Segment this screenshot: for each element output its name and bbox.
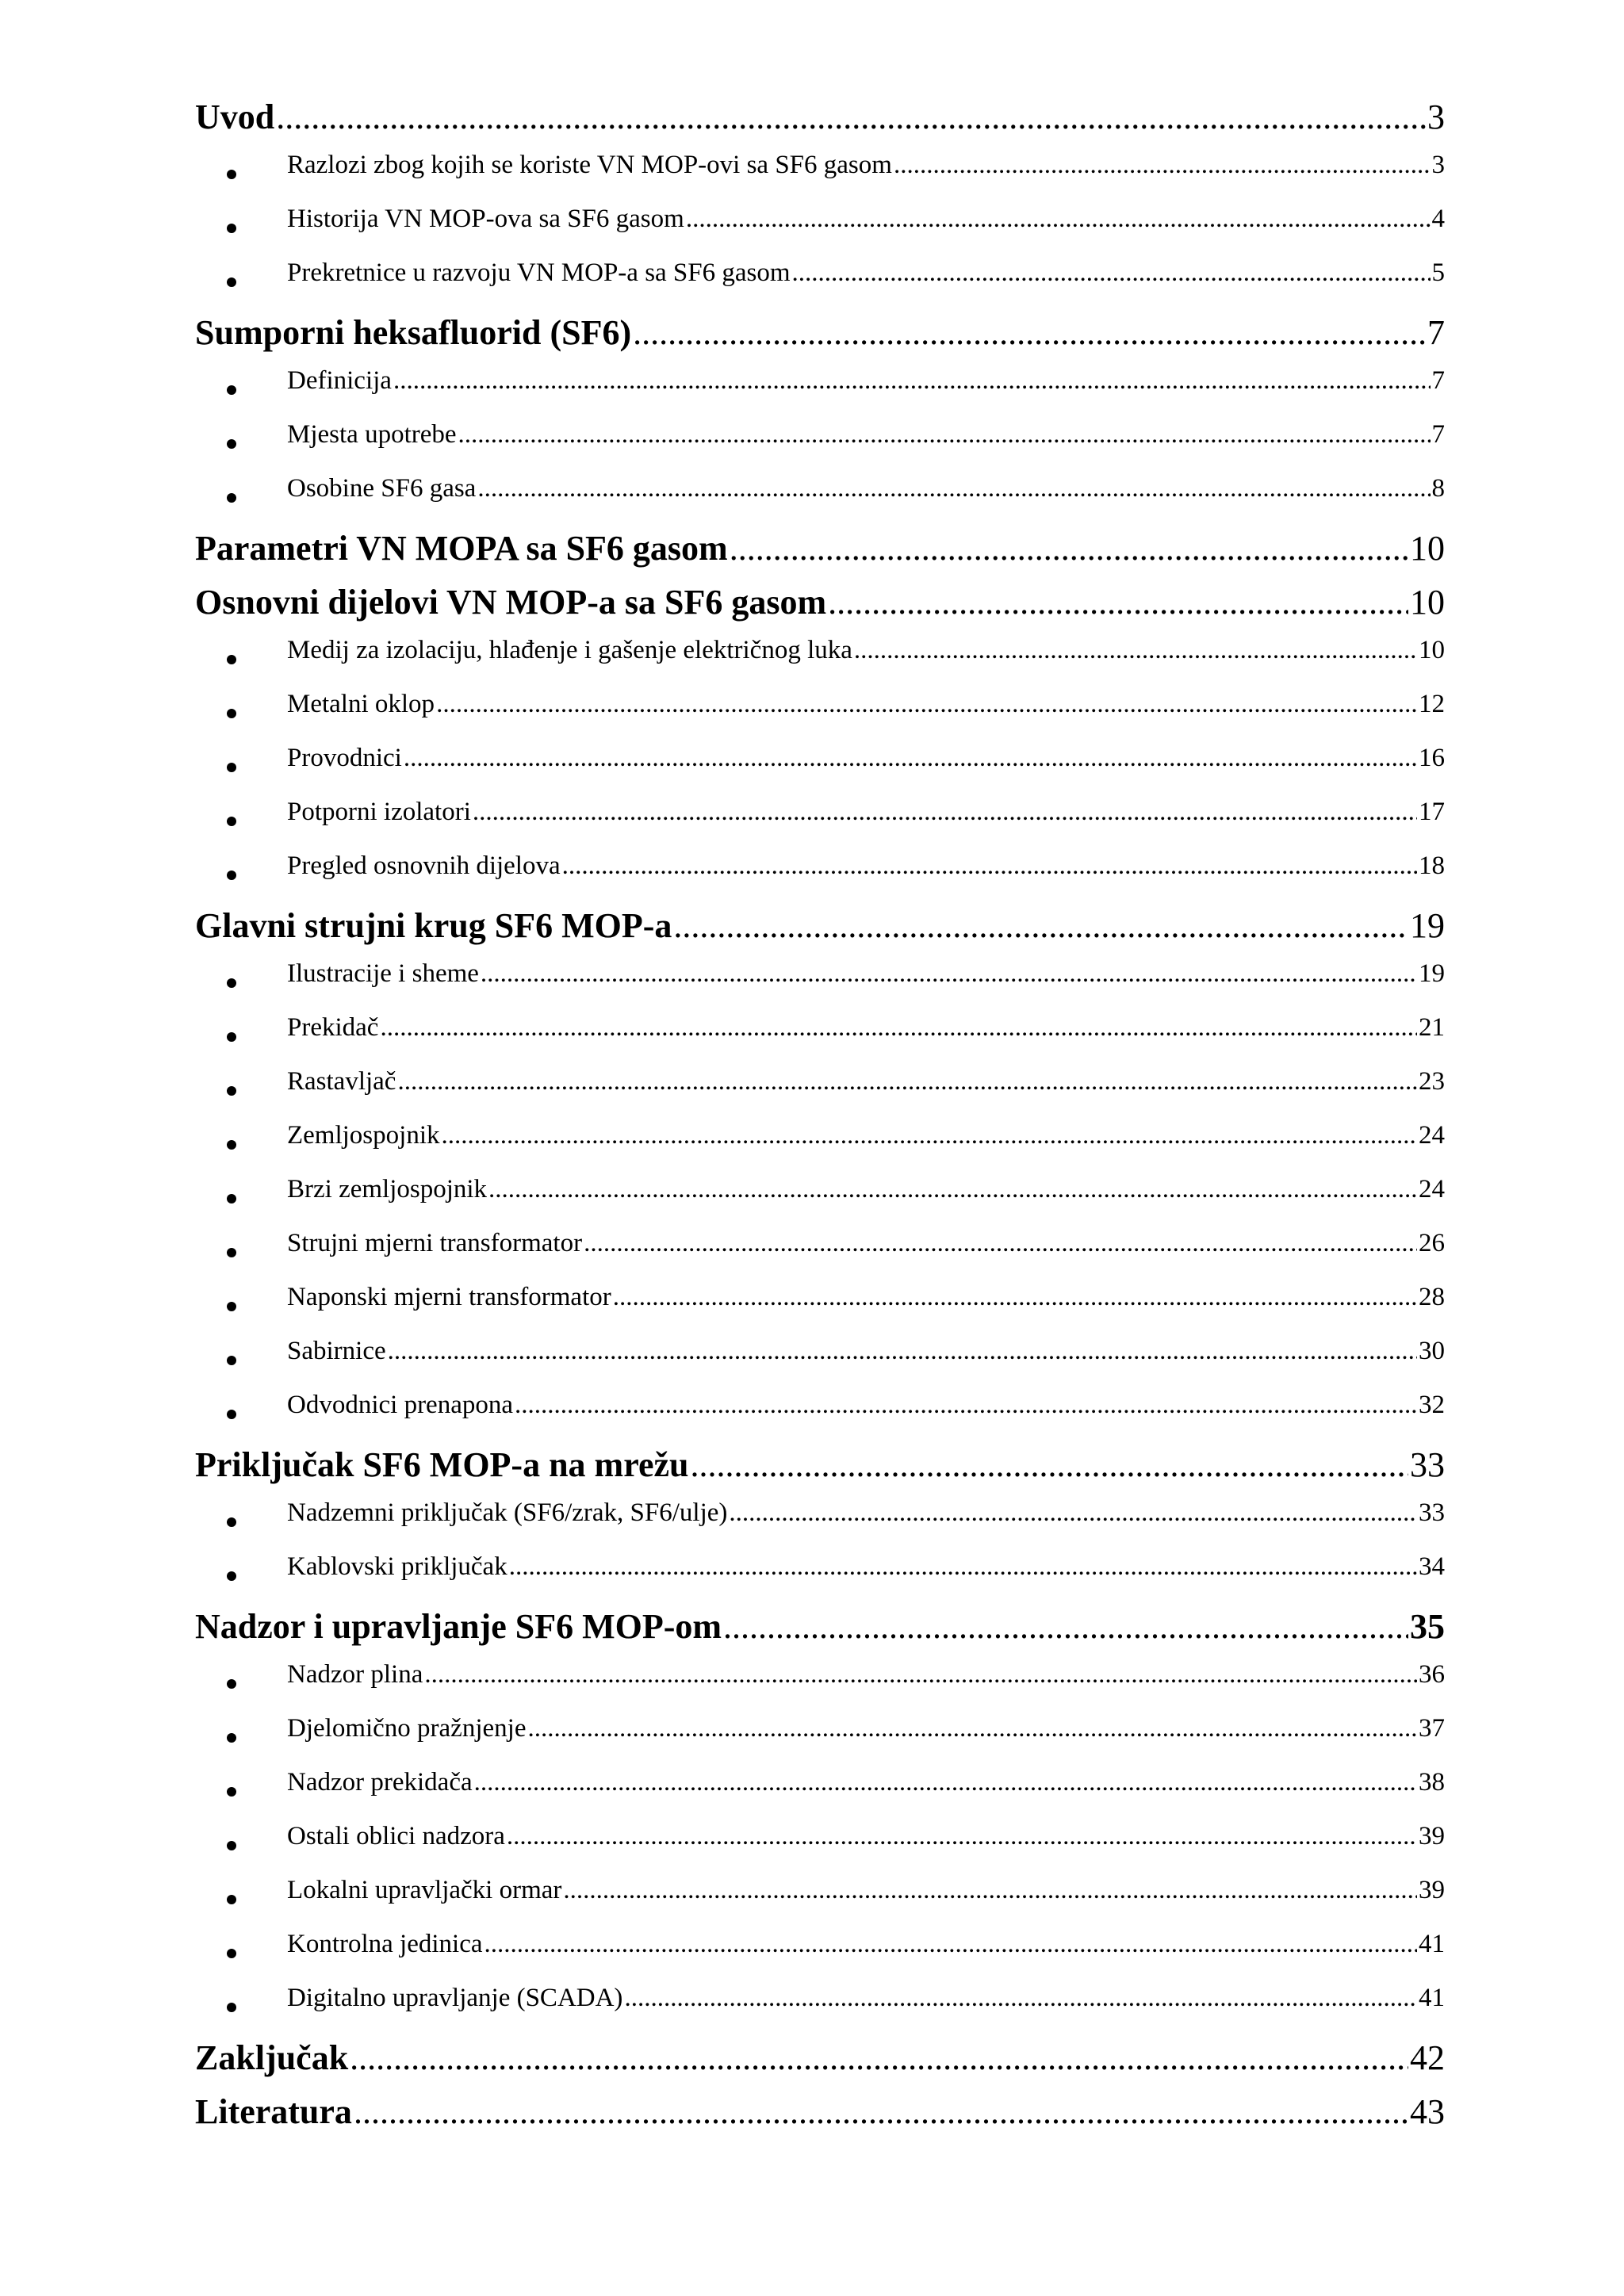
toc-page-number: 8 xyxy=(1431,474,1445,503)
toc-page-number: 16 xyxy=(1419,744,1445,772)
toc-page-number: 30 xyxy=(1419,1337,1445,1365)
dot-leader xyxy=(730,528,1408,568)
dot-leader xyxy=(473,798,1417,827)
dot-leader xyxy=(485,1930,1417,1959)
toc-entry-title: Provodnici xyxy=(287,744,402,772)
dot-leader xyxy=(562,851,1417,881)
toc-page-number: 34 xyxy=(1419,1552,1445,1581)
toc-section-entry[interactable] xyxy=(195,959,1445,1013)
dot-leader xyxy=(488,1175,1417,1204)
toc-chapter-entry[interactable] xyxy=(195,2038,1445,2091)
toc-section-entry[interactable] xyxy=(195,744,1445,798)
toc-section-entry[interactable] xyxy=(195,1552,1445,1606)
toc-entry-title: Nadzor i upravljanje SF6 MOP-om xyxy=(195,1607,722,1646)
toc-section-entry[interactable] xyxy=(195,1391,1445,1445)
toc-entry-title: Naponski mjerni transformator xyxy=(287,1283,611,1311)
bullet-icon xyxy=(227,1787,236,1797)
dot-leader xyxy=(527,1714,1417,1743)
toc-page-number: 19 xyxy=(1410,906,1445,945)
dot-leader xyxy=(673,905,1408,946)
toc-entry-title: Zaključak xyxy=(195,2038,349,2077)
toc-page-number: 33 xyxy=(1419,1498,1445,1527)
toc-page-number: 3 xyxy=(1427,98,1445,136)
bullet-icon xyxy=(227,493,236,503)
toc-entry-title: Nadzor plina xyxy=(287,1660,423,1689)
toc-page-number: 3 xyxy=(1431,151,1445,179)
dot-leader xyxy=(393,366,1431,396)
toc-page-number: 32 xyxy=(1419,1391,1445,1419)
bullet-icon xyxy=(227,1248,236,1257)
toc-entry-title: Sabirnice xyxy=(287,1337,386,1365)
toc-page-number: 21 xyxy=(1419,1013,1445,1042)
dot-leader xyxy=(481,959,1417,989)
toc-page-number: 37 xyxy=(1419,1714,1445,1743)
toc-entry-title: Sumporni heksafluorid (SF6) xyxy=(195,313,632,352)
bullet-icon xyxy=(227,1302,236,1311)
bullet-icon xyxy=(227,1140,236,1150)
dot-leader xyxy=(442,1121,1418,1150)
toc-section-entry[interactable] xyxy=(195,1660,1445,1714)
toc-page-number: 7 xyxy=(1431,366,1445,395)
toc-section-entry[interactable] xyxy=(195,1498,1445,1552)
dot-leader xyxy=(563,1876,1417,1905)
bullet-icon xyxy=(227,655,236,664)
toc-entry-title: Razlozi zbog kojih se koriste VN MOP-ovi sa SF6 gasom xyxy=(287,151,892,179)
bullet-icon xyxy=(227,1194,236,1203)
toc-page-number: 5 xyxy=(1431,258,1445,287)
toc-page-number: 10 xyxy=(1410,583,1445,622)
bullet-icon xyxy=(227,1356,236,1365)
toc-section-entry[interactable] xyxy=(195,1121,1445,1175)
toc-entry-title: Definicija xyxy=(287,366,392,395)
toc-entry-title: Medij za izolaciju, hlađenje i gašenje električnog luka xyxy=(287,636,852,664)
toc-page-number: 38 xyxy=(1419,1768,1445,1797)
toc-section-entry[interactable] xyxy=(195,366,1445,420)
toc-chapter-entry[interactable] xyxy=(195,528,1445,582)
toc-section-entry[interactable] xyxy=(195,1337,1445,1391)
toc-page-number: 10 xyxy=(1410,529,1445,568)
toc-section-entry[interactable] xyxy=(195,1067,1445,1121)
toc-entry-title: Nadzemni priključak (SF6/zrak, SF6/ulje) xyxy=(287,1498,728,1527)
bullet-icon xyxy=(227,1410,236,1419)
toc-entry-title: Kablovski priključak xyxy=(287,1552,508,1581)
bullet-icon xyxy=(227,1032,236,1042)
toc-page-number: 19 xyxy=(1419,959,1445,988)
toc-entry-title: Glavni strujni krug SF6 MOP-a xyxy=(195,906,672,945)
toc-chapter-entry[interactable] xyxy=(195,1445,1445,1498)
toc-page-number: 42 xyxy=(1410,2038,1445,2077)
toc-section-entry[interactable] xyxy=(195,798,1445,851)
toc-page-number: 43 xyxy=(1410,2092,1445,2131)
bullet-icon xyxy=(227,978,236,988)
toc-page-number: 41 xyxy=(1419,1930,1445,1958)
toc-entry-title: Literatura xyxy=(195,2092,352,2131)
dot-leader xyxy=(613,1283,1417,1312)
bullet-icon xyxy=(227,385,236,395)
toc-page-number: 23 xyxy=(1419,1067,1445,1096)
table-of-contents xyxy=(195,97,1445,2145)
dot-leader xyxy=(388,1337,1417,1366)
dot-leader xyxy=(633,312,1426,353)
bullet-icon xyxy=(227,817,236,826)
dot-leader xyxy=(723,1606,1408,1647)
dot-leader xyxy=(686,205,1431,234)
toc-section-entry[interactable] xyxy=(195,1822,1445,1876)
toc-section-entry[interactable] xyxy=(195,1714,1445,1768)
toc-page-number: 39 xyxy=(1419,1822,1445,1850)
bullet-icon xyxy=(227,224,236,233)
toc-page-number: 28 xyxy=(1419,1283,1445,1311)
toc-section-entry[interactable] xyxy=(195,420,1445,474)
toc-page-number: 33 xyxy=(1410,1445,1445,1484)
toc-entry-title: Mjesta upotrebe xyxy=(287,420,457,449)
toc-page-number: 41 xyxy=(1419,1984,1445,2012)
toc-page-number: 10 xyxy=(1419,636,1445,664)
dot-leader xyxy=(350,2038,1408,2078)
bullet-icon xyxy=(227,1679,236,1689)
toc-chapter-entry[interactable] xyxy=(195,2091,1445,2145)
toc-page-number: 35 xyxy=(1410,1607,1445,1646)
bullet-icon xyxy=(227,2003,236,2012)
bullet-icon xyxy=(227,1517,236,1527)
bullet-icon xyxy=(227,763,236,772)
toc-chapter-entry[interactable] xyxy=(195,97,1445,151)
toc-page-number: 7 xyxy=(1427,313,1445,352)
dot-leader xyxy=(436,690,1417,719)
toc-page-number: 12 xyxy=(1419,690,1445,718)
toc-chapter-entry[interactable] xyxy=(195,582,1445,636)
toc-entry-title: Djelomično pražnjenje xyxy=(287,1714,527,1743)
toc-chapter-entry[interactable] xyxy=(195,905,1445,959)
bullet-icon xyxy=(227,1733,236,1743)
toc-entry-title: Prekidač xyxy=(287,1013,379,1042)
toc-page-number: 39 xyxy=(1419,1876,1445,1904)
dot-leader xyxy=(354,2091,1408,2132)
dot-leader xyxy=(474,1768,1417,1797)
dot-leader xyxy=(584,1229,1417,1258)
dot-leader xyxy=(792,258,1431,288)
dot-leader xyxy=(690,1445,1408,1485)
toc-entry-title: Osnovni dijelovi VN MOP-a sa SF6 gasom xyxy=(195,583,827,622)
dot-leader xyxy=(509,1552,1417,1582)
toc-section-entry[interactable] xyxy=(195,474,1445,528)
dot-leader xyxy=(404,744,1417,773)
toc-page-number: 7 xyxy=(1431,420,1445,449)
bullet-icon xyxy=(227,170,236,179)
dot-leader xyxy=(458,420,1431,450)
dot-leader xyxy=(397,1067,1417,1096)
dot-leader xyxy=(894,151,1431,180)
toc-section-entry[interactable] xyxy=(195,636,1445,690)
toc-entry-title: Priključak SF6 MOP-a na mrežu xyxy=(195,1445,689,1484)
toc-entry-title: Potporni izolatori xyxy=(287,798,471,826)
toc-entry-title: Ostali oblici nadzora xyxy=(287,1822,505,1850)
toc-page-number: 4 xyxy=(1431,205,1445,233)
toc-page-number: 18 xyxy=(1419,851,1445,880)
toc-section-entry[interactable] xyxy=(195,1984,1445,2038)
toc-section-entry[interactable] xyxy=(195,1768,1445,1822)
toc-entry-title: Parametri VN MOPA sa SF6 gasom xyxy=(195,529,728,568)
dot-leader xyxy=(854,636,1417,665)
toc-entry-title: Ilustracije i sheme xyxy=(287,959,479,988)
toc-page-number: 24 xyxy=(1419,1121,1445,1150)
toc-entry-title: Pregled osnovnih dijelova xyxy=(287,851,561,880)
toc-section-entry[interactable] xyxy=(195,151,1445,205)
bullet-icon xyxy=(227,871,236,880)
dot-leader xyxy=(515,1391,1417,1420)
toc-entry-title: Brzi zemljospojnik xyxy=(287,1175,488,1203)
toc-section-entry[interactable] xyxy=(195,851,1445,905)
toc-chapter-entry[interactable] xyxy=(195,1606,1445,1660)
dot-leader xyxy=(729,1498,1417,1528)
toc-page-number: 17 xyxy=(1419,798,1445,826)
dot-leader xyxy=(276,97,1426,137)
toc-section-entry[interactable] xyxy=(195,1013,1445,1067)
toc-section-entry[interactable] xyxy=(195,1175,1445,1229)
toc-entry-title: Rastavljač xyxy=(287,1067,396,1096)
toc-entry-title: Digitalno upravljanje (SCADA) xyxy=(287,1984,623,2012)
toc-page-number: 24 xyxy=(1419,1175,1445,1203)
toc-section-entry[interactable] xyxy=(195,1229,1445,1283)
bullet-icon xyxy=(227,439,236,449)
toc-entry-title: Historija VN MOP-ova sa SF6 gasom xyxy=(287,205,684,233)
dot-leader xyxy=(477,474,1430,503)
toc-chapter-entry[interactable] xyxy=(195,312,1445,366)
toc-section-entry[interactable] xyxy=(195,1876,1445,1930)
toc-section-entry[interactable] xyxy=(195,258,1445,312)
dot-leader xyxy=(828,582,1408,622)
bullet-icon xyxy=(227,709,236,718)
toc-entry-title: Zemljospojnik xyxy=(287,1121,440,1150)
toc-entry-title: Prekretnice u razvoju VN MOP-a sa SF6 gasom xyxy=(287,258,791,287)
toc-entry-title: Uvod xyxy=(195,98,275,136)
toc-section-entry[interactable] xyxy=(195,205,1445,258)
bullet-icon xyxy=(227,1949,236,1958)
dot-leader xyxy=(380,1013,1417,1043)
toc-entry-title: Odvodnici prenapona xyxy=(287,1391,513,1419)
toc-entry-title: Lokalni upravljački ormar xyxy=(287,1876,562,1904)
toc-entry-title: Kontrolna jedinica xyxy=(287,1930,483,1958)
bullet-icon xyxy=(227,1895,236,1904)
toc-section-entry[interactable] xyxy=(195,1930,1445,1984)
toc-entry-title: Osobine SF6 gasa xyxy=(287,474,477,503)
toc-section-entry[interactable] xyxy=(195,1283,1445,1337)
dot-leader xyxy=(507,1822,1417,1851)
toc-page-number: 26 xyxy=(1419,1229,1445,1257)
toc-entry-title: Metalni oklop xyxy=(287,690,435,718)
toc-page-number: 36 xyxy=(1419,1660,1445,1689)
dot-leader xyxy=(424,1660,1417,1689)
toc-entry-title: Strujni mjerni transformator xyxy=(287,1229,583,1257)
toc-section-entry[interactable] xyxy=(195,690,1445,744)
toc-entry-title: Nadzor prekidača xyxy=(287,1768,473,1797)
bullet-icon xyxy=(227,1571,236,1581)
dot-leader xyxy=(624,1984,1417,2013)
bullet-icon xyxy=(227,1841,236,1850)
bullet-icon xyxy=(227,1086,236,1096)
bullet-icon xyxy=(227,277,236,287)
